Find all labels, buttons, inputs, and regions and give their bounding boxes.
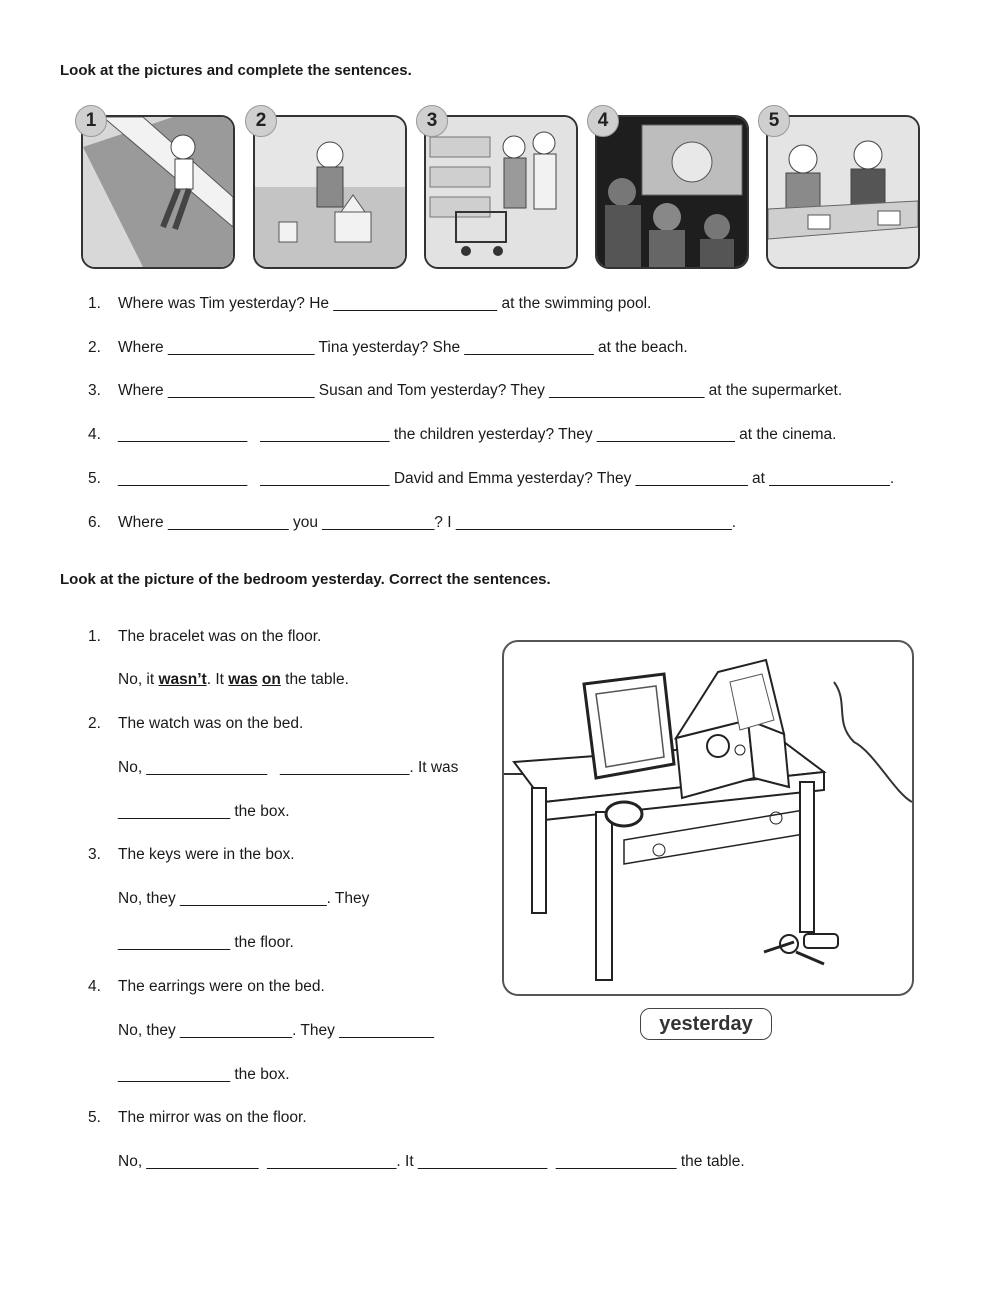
item-number: 4. [88,978,101,995]
example-answer: No, it wasn’t. It was on the table. [118,671,349,688]
sentence: Where _________________ Susan and Tom yesterday? They __________________ at the supermarket. [118,382,843,399]
picture-number: 4 [587,105,619,137]
answer-line: No, they _____________. They ___________ [118,1022,435,1039]
item-number: 4. [88,426,101,443]
answer-line: _____________ the box. [118,803,290,820]
sentence: Where _________________ Tina yesterday? She _______________ at the beach. [118,339,688,356]
picture-number: 3 [416,105,448,137]
sentence: _______________ _______________ the children yesterday? They ________________ at the cinema. [118,426,837,443]
instruction-1: Look at the pictures and complete the sentences. [60,62,412,79]
item-number: 2. [88,339,101,356]
sentence: _______________ _______________ David and Emma yesterday? They _____________ at ______________. [118,470,895,487]
sentence: The keys were in the box. [118,846,295,863]
answer-line: _____________ the floor. [118,934,294,951]
item-number: 5. [88,470,101,487]
item-number: 1. [88,295,101,312]
answer-line: _____________ the box. [118,1066,290,1083]
picture-number: 2 [245,105,277,137]
item-number: 2. [88,715,101,732]
sentence: The watch was on the bed. [118,715,304,732]
picture-classroom [766,115,920,269]
picture-number: 1 [75,105,107,137]
answer-line: No, they _________________. They [118,890,370,907]
picture-swimming-pool [81,115,235,269]
sentence: Where was Tim yesterday? He ___________________ at the swimming pool. [118,295,652,312]
picture-supermarket [424,115,578,269]
sentence: The earrings were on the bed. [118,978,325,995]
item-number: 6. [88,514,101,531]
bedroom-picture [502,640,914,996]
picture-cinema [595,115,749,269]
instruction-2: Look at the picture of the bedroom yesterday. Correct the sentences. [60,571,551,588]
sentence: The bracelet was on the floor. [118,628,322,645]
item-number: 3. [88,846,101,863]
item-number: 5. [88,1109,101,1126]
item-number: 3. [88,382,101,399]
answer-line: No, ______________ _______________. It was [118,759,459,776]
item-number: 1. [88,628,101,645]
picture-number: 5 [758,105,790,137]
sentence: The mirror was on the floor. [118,1109,307,1126]
picture-strip [75,105,925,270]
yesterday-badge: yesterday [640,1008,772,1040]
sentence: Where ______________ you _____________? I ________________________________. [118,514,737,531]
answer-line: No, _____________ _______________. It _______________ ______________ the table. [118,1153,745,1170]
picture-beach [253,115,407,269]
